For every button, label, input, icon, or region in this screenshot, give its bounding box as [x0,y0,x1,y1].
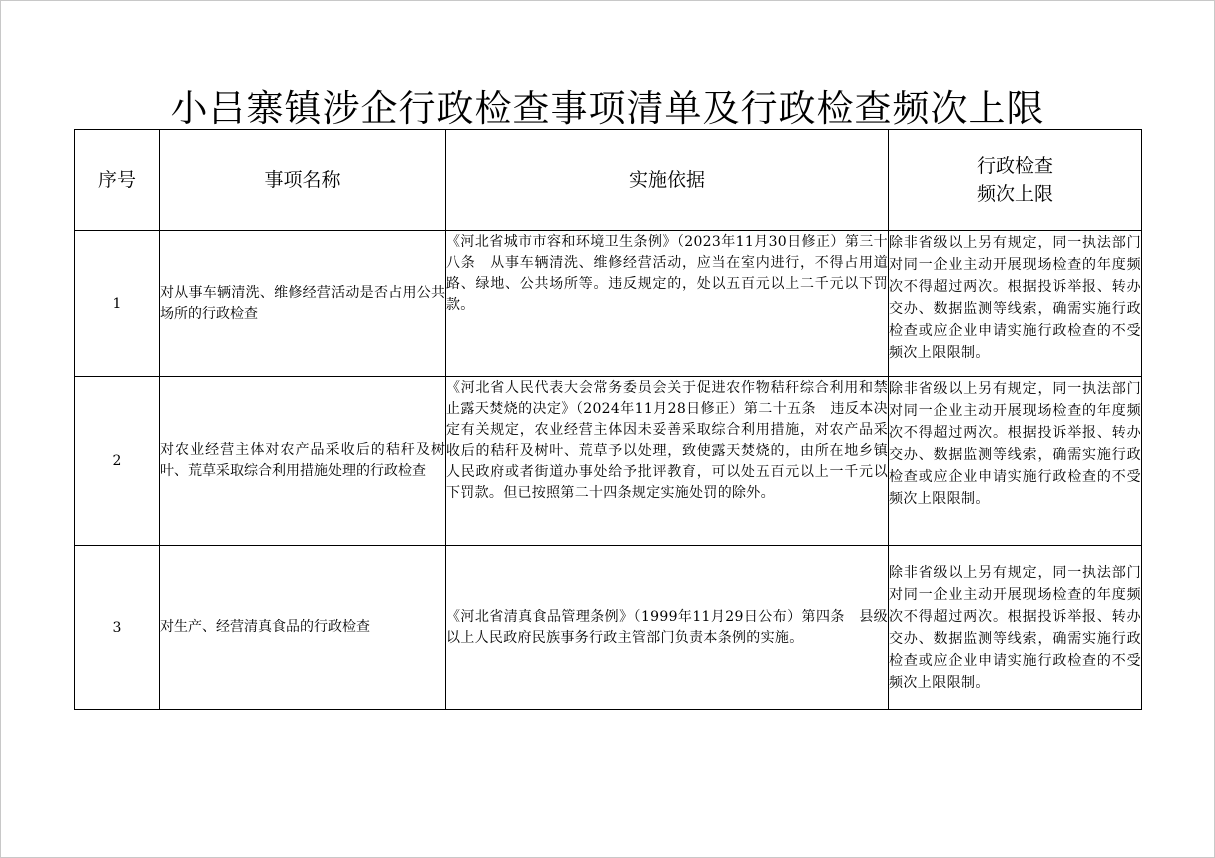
row-seq: 2 [75,377,160,546]
row-frequency-limit: 除非省级以上另有规定，同一执法部门对同一企业主动开展现场检查的年度频次不得超过两次。根据投诉举报、转办交办、数据监测等线索，确需实施行政检查或应企业申请实施行政检查的不受频次上限限制。 [889,546,1142,710]
row-frequency-limit: 除非省级以上另有规定，同一执法部门对同一企业主动开展现场检查的年度频次不得超过两次。根据投诉举报、转办交办、数据监测等线索，确需实施行政检查或应企业申请实施行政检查的不受频次上限限制。 [889,231,1142,377]
row-basis: 《河北省城市市容和环境卫生条例》（2023年11月30日修正）第三十八条 从事车辆清洗、维修经营活动，应当在室内进行，不得占用道路、绿地、公共场所等。违反规定的，处以五百元以上二千元以下罚款。 [446,231,889,377]
document-title: 小吕寨镇涉企行政检查事项清单及行政检查频次上限 [170,87,1045,130]
header-limit-line2: 频次上限 [976,183,1053,205]
header-limit-line1: 行政检查 [976,155,1053,177]
header-basis: 实施依据 [446,130,889,231]
row-item-name: 对生产、经营清真食品的行政检查 [160,546,446,710]
table-header-row [75,130,1142,231]
row-basis: 《河北省人民代表大会常务委员会关于促进农作物秸秆综合利用和禁止露天焚烧的决定》（2024年11月28日修正）第二十五条 违反本决定有关规定，农业经营主体因未妥善采取综合利用措施，对农产品采收后的秸秆及树叶、荒草予以处理，致使露天焚烧的，由所在地乡镇人民政府或者街道办事处给予批评教育，可以处五百元以上一千元以下罚款。但已按照第二十四条规定实施处罚的除外。 [446,377,889,546]
row-seq: 3 [75,546,160,710]
table-row [75,231,1142,377]
row-frequency-limit: 除非省级以上另有规定，同一执法部门对同一企业主动开展现场检查的年度频次不得超过两次。根据投诉举报、转办交办、数据监测等线索，确需实施行政检查或应企业申请实施行政检查的不受频次上限限制。 [889,377,1142,546]
table-row [75,546,1142,710]
row-seq: 1 [75,231,160,377]
header-seq: 序号 [75,130,160,231]
row-item-name: 对农业经营主体对农产品采收后的秸秆及树叶、荒草采取综合利用措施处理的行政检查 [160,377,446,546]
inspection-table [74,129,1142,710]
table-row [75,377,1142,546]
header-limit [889,130,1142,231]
header-name: 事项名称 [160,130,446,231]
row-basis: 《河北省清真食品管理条例》（1999年11月29日公布）第四条 县级以上人民政府民族事务行政主管部门负责本条例的实施。 [446,546,889,710]
row-item-name: 对从事车辆清洗、维修经营活动是否占用公共场所的行政检查 [160,231,446,377]
